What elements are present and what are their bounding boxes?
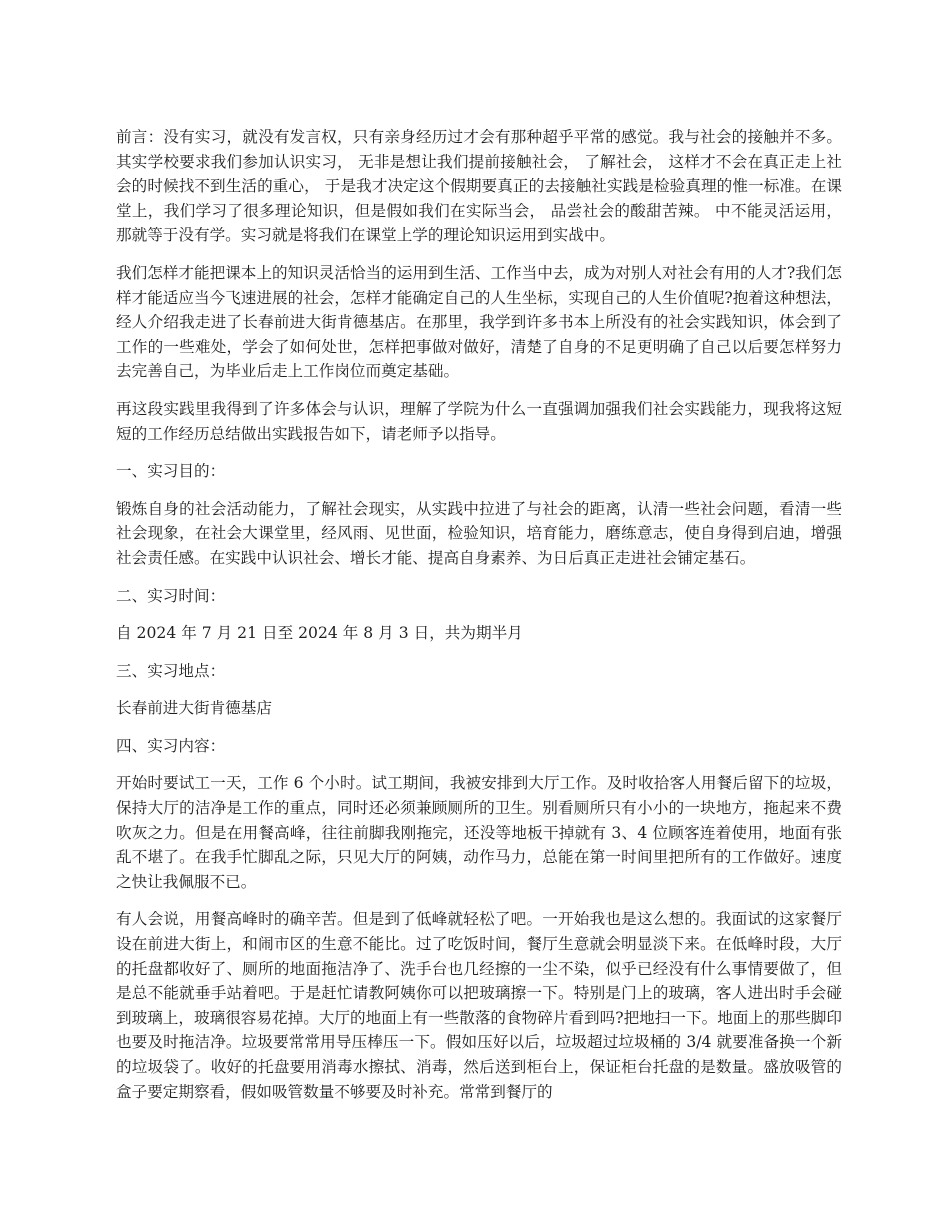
motivation-paragraph: 我们怎样才能把课本上的知识灵活恰当的运用到生活、工作当中去，成为对别人对社会有用的人才?我们怎样才能适应当今飞速进展的社会，怎样才能确定自己的人生坐标，实现自己的人生价值呢?抱着这种想法，经人介绍我走进了长春前进大街肯德基店。在那里，我学到许多书本上所没有的社会实践知识，体会到了工作的一些难处，学会了如何处世，怎样把事做对做好，清楚了自身的不足更明确了自己以后要怎样努力去完善自己，为毕业后走上工作岗位而奠定基础。 (116, 263, 842, 381)
content-paragraph-2: 有人会说，用餐高峰时的确辛苦。但是到了低峰就轻松了吧。一开始我也是这么想的。我面试的这家餐厅设在前进大街上，和闹市区的生意不能比。过了吃饭时间，餐厅生意就会明显淡下来。在低峰时段，大厅的托盘都收好了、厕所的地面拖洁净了、洗手台也几经擦的一尘不染，似乎已经没有什么事情要做了，但是总不能就垂手站着吧。于是赶忙请教阿姨你可以把玻璃擦一下。特别是门上的玻璃，客人进出时手会碰到玻璃上，玻璃很容易花掉。大厅的地面上有一些散落的食物碎片看到吗?把地扫一下。地面上的那些脚印也要及时拖洁净。垃圾要常常用导压棒压一下。假如压好以后，垃圾超过垃圾桶的 3/4 就要准备换一个新的垃圾袋了。收好的托盘要用消毒水擦拭、消毒，然后送到柜台上，保证柜台托盘的是数量。盛放吸管的盒子要定期察看，假如吸管数量不够要及时补充。常常到餐厅的 (116, 910, 842, 1101)
document-page (116, 125, 842, 1117)
section-heading-time: 二、实习时间： (116, 586, 226, 605)
preface-paragraph: 前言：没有实习，就没有发言权，只有亲身经历过才会有那种超乎平常的感觉。我与社会的接触并不多。其实学校要求我们参加认识实习， 无非是想让我们提前接触社会， 了解社会， 这样才不会在真正走上社会的时候找不到生活的重心， 于是我才决定这个假期要真正的去接触社实践是检验真理的惟一标准。在课堂上，我们学习了很多理论知识，但是假如我们在实际当会， 品尝社会的酸甜苦辣。 中不能灵活运用，那就等于没有学。实习就是将我们在课堂上学的理论知识运用到实战中。 (116, 128, 842, 245)
time-paragraph: 自 2024 年 7 月 21 日至 2024 年 8 月 3 日，共为期半月 (116, 624, 523, 643)
section-heading-content: 四、实习内容： (116, 736, 226, 755)
introduction-paragraph: 再这段实践里我得到了许多体会与认识，理解了学院为什么一直强调加强我们社会实践能力，现我将这短短的工作经历总结做出实践报告如下，请老师予以指导。 (116, 399, 842, 443)
location-paragraph: 长春前进大街肯德基店 (116, 699, 272, 718)
content-paragraph-1: 开始时要试工一天，工作 6 个小时。试工期间，我被安排到大厅工作。及时收拾客人用餐后留下的垃圾，保持大厅的洁净是工作的重点，同时还必须兼顾厕所的卫生。别看厕所只有小小的一块地方，拖起来不费吹灰之力。但是在用餐高峰，往往前脚我刚拖完，还没等地板干掉就有 3、4 位顾客连着使用，地面有张乱不堪了。在我手忙脚乱之际，只见大厅的阿姨，动作马力，总能在第一时间里把所有的工作做好。速度之快让我佩服不已。 (116, 774, 842, 891)
purpose-paragraph: 锻炼自身的社会活动能力，了解社会现实，从实践中拉进了与社会的距离，认清一些社会问题，看清一些社会现象，在社会大课堂里，经风雨、见世面，检验知识，培育能力，磨练意志，使自身得到启迪，增强社会责任感。在实践中认识社会、增长才能、提高自身素养、为日后真正走进社会铺定基石。 (116, 499, 842, 567)
section-heading-purpose: 一、实习目的： (116, 462, 226, 481)
section-heading-location: 三、实习地点： (116, 661, 226, 680)
